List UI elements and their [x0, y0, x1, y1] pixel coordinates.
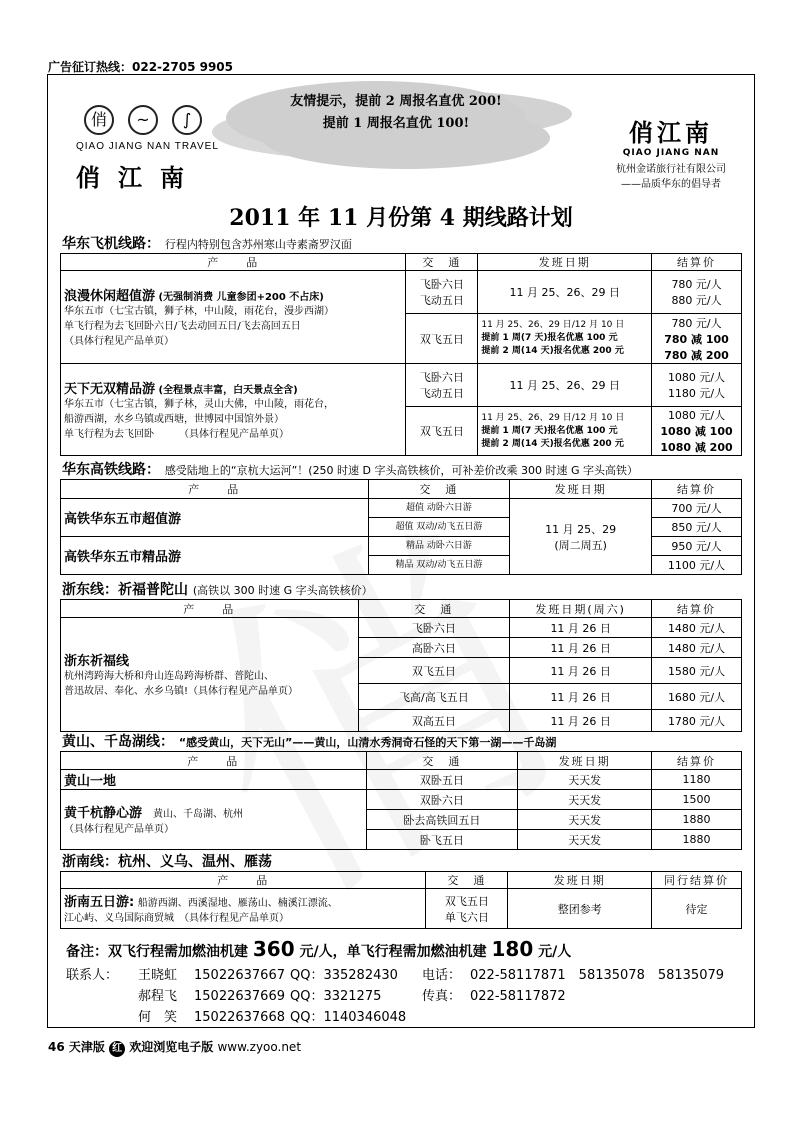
col-product: 产 品	[61, 872, 426, 889]
rail-routes-table	[60, 479, 742, 575]
price-cell: 850 元/人	[652, 518, 742, 537]
col-product: 产 品	[61, 752, 367, 770]
section-east-zhejiang-title	[62, 579, 373, 599]
section-huangshan-title	[62, 731, 556, 751]
website-link[interactable]: www.zyoo.net	[217, 1040, 302, 1054]
huangshan-table	[60, 751, 742, 850]
date-cell: 天天发	[518, 830, 652, 850]
product-cell	[61, 618, 359, 732]
date-cell: 天天发	[518, 770, 652, 790]
contact-qq: QQ：1140346048	[290, 1010, 407, 1025]
product-name: 浙南五日游:	[64, 895, 135, 910]
section-title: 华东飞机线路：	[62, 236, 160, 252]
transport-cell: 精品 双动/动飞五日游	[368, 556, 510, 575]
section-title: 黄山、千岛湖线：	[62, 734, 174, 750]
price-cell: 1880	[652, 810, 742, 830]
tel-label: 电话：	[422, 968, 462, 983]
transport-cell: 双飞五日 单飞六日	[426, 889, 508, 929]
product-tag: (无强制消费 儿童参团+200 不占床)	[158, 292, 324, 303]
product-note: （具体行程见产品单页）	[64, 824, 174, 835]
contact-row	[66, 1007, 724, 1028]
transport-cell: 超值 动卧六日游	[368, 499, 510, 518]
transport-cell: 双飞五日	[358, 658, 510, 684]
transport-cell: 飞卧六日 飞动五日	[406, 364, 478, 407]
contact-qq: QQ：3321275	[290, 989, 382, 1004]
product-note: 船游西湖、西溪湿地、雁荡山、楠溪江漂流、	[137, 898, 338, 909]
left-logo-cn: 俏江南	[76, 163, 202, 192]
south-zhejiang-table	[60, 871, 742, 929]
transport-cell: 高卧六日	[358, 638, 510, 658]
price-cell: 700 元/人	[652, 499, 742, 518]
transport-cell: 双卧六日	[366, 790, 518, 810]
red-badge-icon: 红	[109, 1041, 125, 1057]
product-name: 浙东祈福线	[64, 654, 130, 669]
product-cell	[61, 364, 406, 456]
fax-number: 022-58117872	[470, 989, 566, 1004]
product-note: 华东五市（七宝古镇，狮子林，灵山大佛，中山陵，雨花台，	[64, 398, 334, 410]
transport-cell: 双高五日	[358, 710, 510, 732]
section-high-speed-rail-title	[62, 459, 638, 479]
product-note: 江心屿、义乌国际商贸城 （具体行程见产品单页）	[64, 913, 289, 924]
right-logo	[596, 113, 746, 190]
date-cell: 11 月 25、29 (周二周五)	[510, 499, 652, 575]
col-product: 产 品	[61, 480, 369, 499]
transport-cell: 飞卧六日	[358, 618, 510, 638]
price-cell: 1480 元/人	[652, 638, 742, 658]
header	[48, 75, 754, 197]
product-note: 杭州湾跨海大桥和舟山连岛跨海桥群、普陀山、	[64, 671, 274, 682]
date-cell: 天天发	[518, 810, 652, 830]
contact-row	[66, 965, 724, 986]
section-subtitle: (高铁以 300 时速 G 字头高铁核价）	[192, 584, 373, 597]
flight-routes-table	[60, 253, 742, 456]
contact-name: 郝程飞	[138, 989, 178, 1004]
date-cell: 11 月 26 日	[510, 638, 652, 658]
col-product: 产 品	[61, 254, 406, 271]
price-cell: 780 元/人 880 元/人	[652, 271, 742, 314]
product-name: 天下无双精品游	[64, 381, 156, 397]
product-cell	[61, 889, 426, 929]
product-name: 黄千杭静心游	[64, 806, 143, 821]
page-number: 46	[48, 1040, 65, 1054]
transport-cell: 卧去高铁回五日	[366, 810, 518, 830]
contact-phone: 15022637668	[194, 1010, 285, 1025]
edition-label: 天津版	[68, 1040, 105, 1054]
section-east-china-flight-title	[62, 233, 352, 253]
section-title: 华东高铁线路：	[62, 462, 160, 478]
col-transport: 交 通	[368, 480, 510, 499]
col-product: 产 品	[61, 600, 359, 618]
col-date: 发班日期	[478, 254, 652, 271]
transport-cell: 双卧五日	[366, 770, 518, 790]
transport-cell: 超值 双动/动飞五日游	[368, 518, 510, 537]
contact-label: 联系人：	[66, 968, 119, 983]
product-tag: (全程景点丰富，白天景点全含)	[158, 384, 298, 396]
price-cell: 1880	[652, 830, 742, 850]
col-price: 结算价	[652, 254, 742, 271]
product-cell	[61, 790, 367, 850]
product-note: 华东五市（七宝古镇，狮子林，中山陵，雨花台，漫步西湖）	[64, 306, 334, 317]
date-cell: 11 月 26 日	[510, 684, 652, 710]
col-transport: 交 通	[366, 752, 518, 770]
cloud-line-1: 友情提示，提前 2 周报名直优 200!	[290, 94, 502, 109]
col-transport: 交 通	[426, 872, 508, 889]
price-cell: 1580 元/人	[652, 658, 742, 684]
date-cell: 天天发	[518, 790, 652, 810]
product-note: 船游西湖，水乡乌镇或西塘，世博园中国馆外景）	[64, 413, 284, 425]
price-cell: 1080 元/人 1080 减 100 1080 减 200	[652, 407, 742, 456]
ad-hotline: 广告征订热线：022-2705 9905	[48, 60, 234, 74]
col-price: 同行结算价	[652, 872, 742, 889]
transport-cell: 双飞五日	[406, 407, 478, 456]
product-note: 普迅故居、奉化、水乡乌镇!（具体行程见产品单页）	[64, 686, 299, 697]
date-cell: 11 月 26 日	[510, 618, 652, 638]
price-cell: 950 元/人	[652, 537, 742, 556]
date-cell: 11 月 25、26、29 日	[478, 271, 652, 314]
col-date: 发班日期	[510, 480, 652, 499]
price-cell: 1080 元/人 1180 元/人	[652, 364, 742, 407]
price-cell: 1500	[652, 790, 742, 810]
company-slogan: ——品质华东的倡导者	[621, 179, 721, 190]
date-cell: 11 月 25、26、29 日	[478, 364, 652, 407]
date-cell: 11 月 26 日	[510, 658, 652, 684]
section-subtitle: 感受陆地上的“京杭大运河”！(250 时速 D 字头高铁核价，可补差价改乘 300 时速 G 字头高铁）	[164, 464, 639, 477]
price-cell: 1680 元/人	[652, 684, 742, 710]
section-title: 浙南线：杭州、义乌、温州、雁荡	[62, 854, 272, 870]
contact-row	[66, 986, 724, 1007]
page-footer	[48, 1038, 301, 1057]
col-date: 发班日期	[508, 872, 652, 889]
section-title: 浙东线：祈福普陀山	[62, 582, 188, 598]
cloud-text	[266, 91, 526, 135]
right-logo-en: QIAO JIANG NAN	[622, 148, 720, 158]
col-date: 发班日期(周六)	[510, 600, 652, 618]
section-subtitle: “感受黄山，天下无山”——黄山，山清水秀洞奇石怪的天下第一湖——千岛湖	[178, 736, 557, 749]
date-cell: 整团参考	[508, 889, 652, 929]
fax-label: 传真：	[422, 989, 462, 1004]
product-tag: 黄山、千岛湖、杭州	[153, 809, 244, 820]
transport-cell: 双飞五日	[406, 314, 478, 364]
transport-cell: 精品 动卧六日游	[368, 537, 510, 556]
product-name: 黄山一地	[61, 770, 367, 790]
col-price: 结算价	[652, 600, 742, 618]
transport-cell: 飞高/高飞五日	[358, 684, 510, 710]
product-note: （具体行程见产品单页）	[64, 336, 174, 347]
price-cell: 780 元/人 780 减 100 780 减 200	[652, 314, 742, 364]
contact-phone: 15022637667	[194, 968, 285, 983]
col-transport: 交 通	[406, 254, 478, 271]
date-cell: 11 月 26 日	[510, 710, 652, 732]
footer-text: 欢迎浏览电子版	[129, 1040, 214, 1054]
col-date: 发班日期	[518, 752, 652, 770]
product-cell	[61, 271, 406, 364]
contact-name: 王晓虹	[138, 968, 178, 983]
col-price: 结算价	[652, 752, 742, 770]
fuel-surcharge-note: 备注：双飞行程需加燃油机建 360 元/人，单飞行程需加燃油机建 180 元/人	[66, 937, 572, 961]
section-south-zhejiang-title	[62, 851, 272, 871]
logo-circles-icon: 俏 ~ ∫	[84, 105, 246, 135]
product-name: 高铁华东五市精品游	[61, 537, 369, 575]
right-logo-cn: 俏江南	[629, 118, 713, 147]
price-cell: 1480 元/人	[652, 618, 742, 638]
contact-qq: QQ：335282430	[290, 968, 398, 983]
col-transport: 交 通	[358, 600, 510, 618]
col-price: 结算价	[652, 480, 742, 499]
product-name: 浪漫休闲超值游	[64, 289, 156, 304]
price-cell: 1100 元/人	[652, 556, 742, 575]
page-frame	[47, 74, 755, 1028]
contact-phone: 15022637669	[194, 989, 285, 1004]
contact-name: 何 笑	[138, 1010, 178, 1025]
product-name: 高铁华东五市超值游	[61, 499, 369, 537]
page-title: 2011 年 11 月份第 4 期线路计划	[229, 205, 573, 231]
price-cell: 待定	[652, 889, 742, 929]
contacts	[66, 965, 724, 1028]
left-logo-en: QIAO JIANG NAN TRAVEL	[76, 141, 219, 152]
product-note: 单飞行程为去飞回卧六日/飞去动回五日/飞去高回五日	[64, 321, 301, 332]
left-logo	[76, 105, 246, 193]
east-zhejiang-table	[60, 599, 742, 732]
transport-cell: 飞卧六日 飞动五日	[406, 271, 478, 314]
price-cell: 1780 元/人	[652, 710, 742, 732]
product-note: 单飞行程为去飞回卧 （具体行程见产品单页）	[64, 428, 289, 440]
company-name: 杭州金诺旅行社有限公司	[616, 164, 726, 175]
transport-cell: 卧飞五日	[366, 830, 518, 850]
price-cell: 1180	[652, 770, 742, 790]
section-subtitle: 行程内特别包含苏州寒山寺素斋罗汉面	[164, 238, 352, 251]
cloud-line-2: 提前 1 周报名直优 100!	[322, 116, 470, 131]
date-cell: 11 月 25、26、29 日/12 月 10 日 提前 1 周(7 天)报名优惠 100 元 提前 2 周(14 天)报名优惠 200 元	[478, 407, 652, 456]
tel-numbers: 022-58117871 58135078 58135079	[470, 968, 725, 983]
date-cell: 11 月 25、26、29 日/12 月 10 日 提前 1 周(7 天)报名优惠 100 元 提前 2 周(14 天)报名优惠 200 元	[478, 314, 652, 364]
